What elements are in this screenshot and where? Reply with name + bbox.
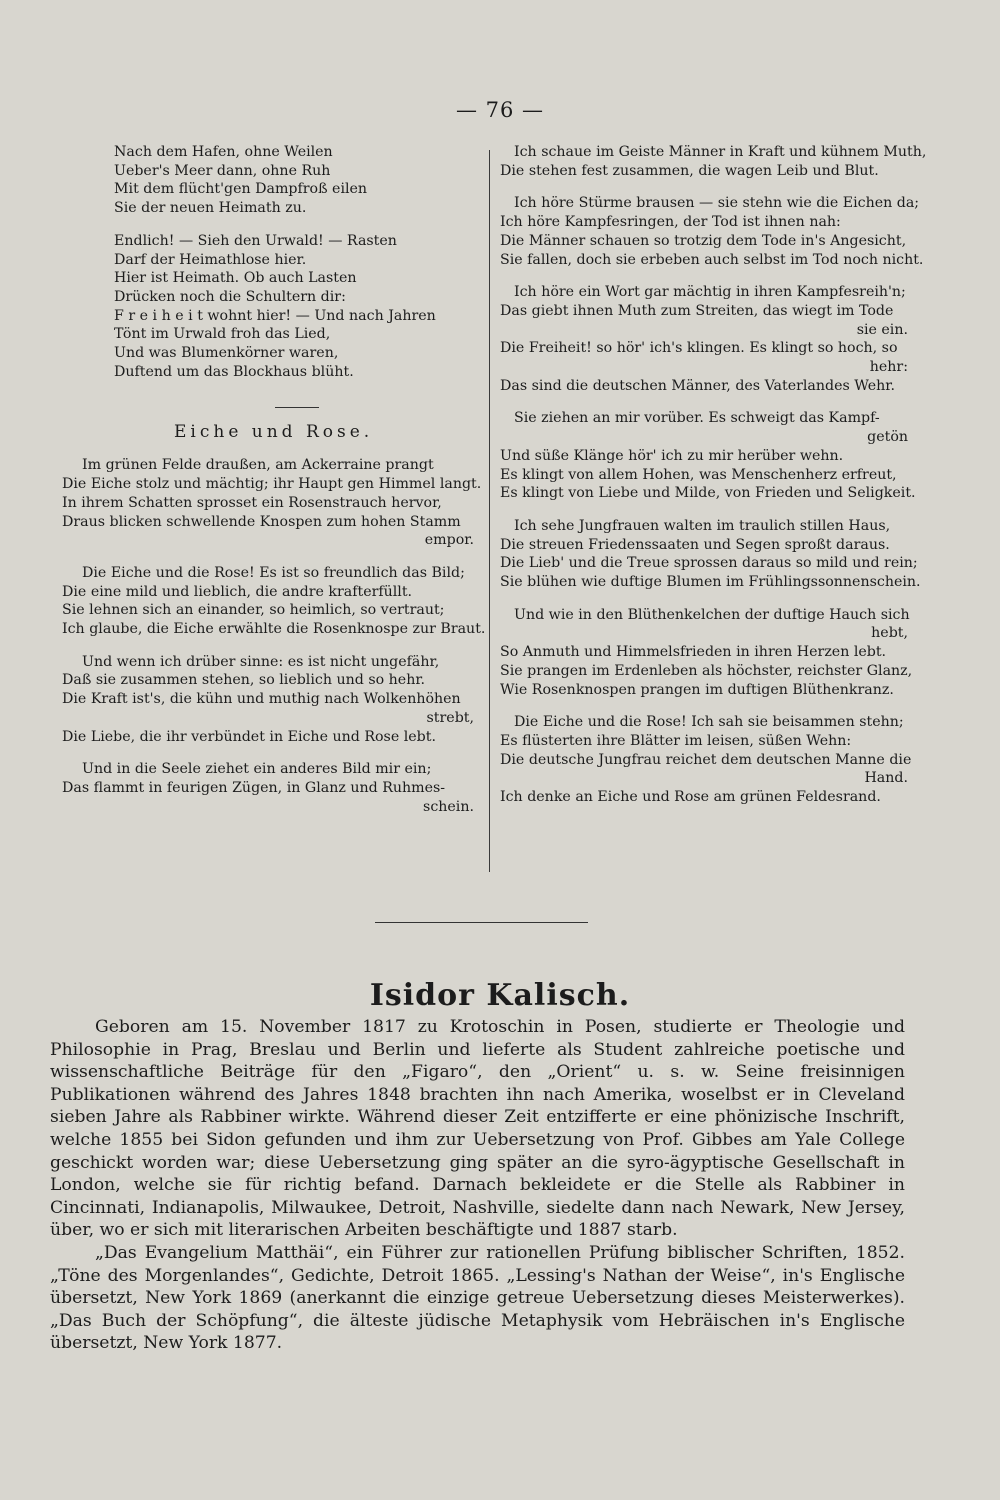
verse-line: Die Kraft ist's, die kühn und muthig nach Wolkenhöhen (62, 691, 461, 708)
verse-line: Die Eiche stolz und mächtig; ihr Haupt gen Himmel langt. (62, 476, 482, 493)
verse-line: Die Männer schauen so trotzig dem Tode in's Angesicht, (500, 232, 907, 249)
verse-line: getön (867, 429, 908, 446)
stanza (500, 409, 914, 503)
verse-line: Ich denke an Eiche und Rose am grünen Feldesrand. (500, 789, 881, 806)
verse-line: Drücken noch die Schultern dir: (114, 288, 346, 305)
verse-line: Die deutsche Jungfrau reichet dem deutschen Manne die (500, 751, 912, 768)
left-column (62, 143, 486, 830)
title-rule (275, 407, 319, 408)
verse-line: Draus blicken schwellende Knospen zum hohen Stamm (62, 513, 461, 530)
stanza (62, 456, 480, 550)
section-rule (375, 922, 588, 923)
verse-line: Sie blühen wie duftige Blumen im Frühlingssonnenschein. (500, 574, 921, 591)
verse-line: schein. (423, 798, 474, 815)
biography (50, 1016, 905, 1355)
verse-line: Sie der neuen Heimath zu. (114, 200, 307, 217)
verse-line: Ich schaue im Geiste Männer in Kraft und kühnem Muth, (514, 144, 927, 160)
stanza (62, 653, 480, 747)
verse-line: Duftend um das Blockhaus blüht. (114, 363, 354, 380)
verse-line: sie ein. (856, 321, 908, 338)
verse-line: Ueber's Meer dann, ohne Ruh (114, 162, 331, 179)
verse-line: Sie lehnen sich an einander, so heimlich, so vertraut; (62, 602, 445, 619)
verse-line: Es flüsterten ihre Blätter im leisen, süßen Wehn: (500, 732, 852, 749)
stanza (62, 760, 480, 816)
poem-eiche-und-rose-right (500, 143, 927, 821)
page-number: — 76 — (455, 98, 545, 122)
verse-line: Die eine mild und lieblich, die andre krafterfüllt. (62, 583, 413, 600)
verse-line: Und süße Klänge hör' ich zu mir herüber wehn. (500, 447, 844, 464)
stanza (62, 564, 486, 639)
verse-line: Daß sie zusammen stehen, so lieblich und so hehr. (62, 672, 426, 689)
verse-line: So Anmuth und Himmelsfrieden in ihren Herzen lebt. (500, 644, 887, 661)
poem-title: Eiche und Rose. (174, 422, 374, 443)
stanza (500, 606, 914, 700)
verse-line: Im grünen Felde draußen, am Ackerraine prangt (82, 457, 434, 474)
verse-line: Sie fallen, doch sie erbeben auch selbst im Tod noch nicht. (500, 251, 924, 268)
bio-paragraph: Geboren am 15. November 1817 zu Krotoschin in Posen, studierte er Theologie und Philosophie in Prag, Breslau und Berlin und lieferte als Student zahlreiche poetische und wissenschaftliche Beiträge für den „Figaro“, den „Orient“ u. s. w. Seine freisinnigen Publikationen während des Jahres 1848 brachten ihn nach Amerika, woselbst er in Cleveland sieben Jahre als Rabbiner wirkte. Während dieser Zeit entzifferte er eine phönizische Inschrift, welche 1855 bei Sidon gefunden und ihm zur Uebersetzung von Prof. Gibbes am Yale College geschickt worden war; diese Uebersetzung ging später an die syro-ägyptische Gesellschaft in London, welche sie für richtig befand. Darnach bekleidete er die Stelle als Rabbiner in Cincinnati, Indianapolis, Milwaukee, Detroit, Nashville, siedelte dann nach Newark, New Jersey, über, wo er sich mit literarischen Arbeiten beschäftigte und 1887 starb. (50, 1017, 905, 1241)
verse-line: empor. (424, 532, 474, 549)
verse-line: Das sind die deutschen Männer, des Vaterlandes Wehr. (500, 377, 895, 394)
verse-line: Ich höre ein Wort gar mächtig in ihren Kampfesreih'n; (514, 284, 906, 301)
verse-line: Die stehen fest zusammen, die wagen Leib und Blut. (500, 162, 879, 179)
stanza (500, 517, 921, 592)
verse-line: Wie Rosenknospen prangen im duftigen Blüthenkranz. (500, 681, 894, 698)
stanza (500, 194, 924, 269)
author-heading: Isidor Kalisch. (369, 978, 631, 1013)
verse-line: Endlich! — Sieh den Urwald! — Rasten (114, 232, 397, 249)
verse-line: Und wenn ich drüber sinne: es ist nicht ungefähr, (82, 653, 440, 670)
verse-line: strebt, (426, 709, 474, 726)
verse-line: Und in die Seele ziehet ein anderes Bild mir ein; (82, 761, 432, 778)
verse-line: Tönt im Urwald froh das Lied, (114, 326, 331, 343)
verse-line: Die streuen Friedenssaaten und Segen sproßt daraus. (500, 536, 890, 553)
verse-line: Und was Blumenkörner waren, (114, 345, 339, 362)
bio-paragraph: „Das Evangelium Matthäi“, ein Führer zur rationellen Prüfung biblischer Schriften, 1852. „Töne des Morgenlandes“, Gedichte, Detroit 1865. „Lessing's Nathan der Weise“, in's Englische übersetzt, New York 1869 (anerkannt die einzige getreue Uebersetzung dieses Meisterwerkes). „Das Buch der Schöpfung“, die älteste jüdische Metaphysik vom Hebräischen in's Englische übersetzt, New York 1877. (50, 1242, 905, 1354)
verse-line: Ich höre Kampfesringen, der Tod ist ihnen nah: (500, 214, 841, 231)
verse-line: Darf der Heimathlose hier. (114, 251, 307, 268)
poem-eiche-und-rose-left (62, 456, 486, 816)
verse-line: Ich höre Stürme brausen — sie stehn wie die Eichen da; (514, 195, 920, 212)
stanza (62, 143, 480, 218)
stanza (62, 232, 480, 382)
column-divider (489, 150, 490, 872)
verse-line: Die Lieb' und die Treue sprossen daraus so mild und rein; (500, 555, 918, 572)
verse-line: Es klingt von allem Hohen, was Menschenherz erfreut, (500, 466, 897, 483)
verse-line: Hand. (864, 770, 908, 787)
verse-line: Die Freiheit! so hör' ich's klingen. Es klingt so hoch, so (500, 340, 898, 357)
verse-line: Nach dem Hafen, ohne Weilen (114, 144, 333, 160)
verse-line: Ich sehe Jungfrauen walten im traulich stillen Haus, (514, 517, 891, 534)
stanza (500, 143, 927, 180)
verse-line: Es klingt von Liebe und Milde, von Frieden und Seligkeit. (500, 485, 916, 502)
verse-line: hehr: (869, 359, 908, 376)
verse-line: Und wie in den Blüthenkelchen der duftige Hauch sich (514, 606, 910, 623)
verse-line: Ich glaube, die Eiche erwählte die Rosenknospe zur Braut. (62, 621, 486, 638)
verse-line: hebt, (871, 625, 908, 642)
verse-line: Das flammt in feurigen Zügen, in Glanz und Ruhmes- (62, 779, 446, 796)
verse-line: Die Eiche und die Rose! Es ist so freundlich das Bild; (82, 564, 465, 581)
verse-line: Sie ziehen an mir vorüber. Es schweigt das Kampf- (514, 410, 880, 427)
verse-line: Hier ist Heimath. Ob auch Lasten (114, 270, 357, 287)
verse-line: Die Liebe, die ihr verbündet in Eiche und Rose lebt. (62, 728, 436, 745)
verse-line: Das giebt ihnen Muth zum Streiten, das wiegt im Tode (500, 302, 894, 319)
stanza (500, 713, 914, 807)
poem-continuation (62, 143, 480, 381)
verse-line: F r e i h e i t wohnt hier! — Und nach Jahren (114, 307, 436, 324)
verse-line: Die Eiche und die Rose! Ich sah sie beisammen stehn; (514, 714, 904, 731)
verse-line: In ihrem Schatten sprosset ein Rosenstrauch hervor, (62, 494, 442, 511)
stanza (500, 283, 914, 395)
verse-line: Mit dem flücht'gen Dampfroß eilen (114, 181, 368, 198)
verse-line: Sie prangen im Erdenleben als höchster, reichster Glanz, (500, 662, 913, 679)
